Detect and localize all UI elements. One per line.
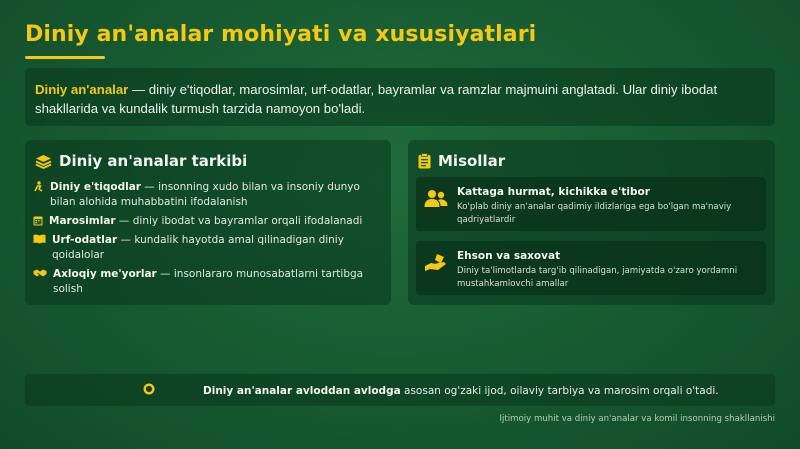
layers-icon [35, 154, 52, 169]
users-icon [424, 189, 448, 209]
intro-text: — diniy e'tiqodlar, marosimlar, urf-odatlar, bayramlar va ramzlar majmuini anglatadi. Ular diniy ibodat shakllarida va kundalik turmush tarzida namoyon bo'ladi. [35, 82, 718, 116]
examples-card [408, 140, 775, 305]
example-description: Diniy ta'limotlarda targ'ib qilinadigan, jamiyatda o'zaro yordamni mustahkamlovchi amallar [457, 266, 738, 289]
item-text: — kundalik hayotda amal qilinadigan diniy qoidalolar [52, 234, 344, 261]
example-title: Ehson va saxovat [457, 250, 561, 262]
list-item [33, 267, 378, 297]
list-item [33, 214, 378, 229]
item-text: — diniy ibodat va bayramlar orqali ifodalanadi [115, 215, 363, 227]
praying-person-icon [33, 181, 44, 192]
clipboard-icon [418, 153, 431, 169]
giving-hand-icon [424, 253, 448, 273]
intro-panel [25, 68, 775, 126]
components-heading [35, 152, 247, 170]
ring-icon [143, 383, 155, 395]
footer-bar [25, 374, 775, 406]
calendar-icon [33, 215, 43, 226]
item-text: — insonlararo munosabatlarni tartibga solish [53, 268, 364, 295]
examples-heading [418, 152, 505, 170]
page-title: Diniy an'analar mohiyati va xususiyatlari [25, 22, 537, 47]
footer-term: Diniy an'analar avloddan avlodga [203, 385, 401, 397]
components-heading-label: Diniy an'analar tarkibi [59, 152, 248, 170]
item-text: — insonning xudo bilan va insoniy dunyo bilan alohida muhabbatini ifodalanish [50, 181, 360, 208]
examples-heading-label: Misollar [438, 152, 506, 170]
example-item [416, 241, 766, 295]
open-book-icon [33, 234, 46, 244]
handshake-icon [33, 268, 47, 278]
item-term: Diniy e'tiqodlar [50, 181, 141, 193]
list-item [33, 233, 378, 263]
intro-term: Diniy an'analar [35, 82, 129, 97]
item-term: Axloqiy me'yorlar [53, 268, 157, 280]
title-underline [25, 56, 105, 59]
example-item [416, 177, 766, 231]
components-card [25, 140, 391, 305]
footer-text [203, 385, 719, 397]
example-title: Kattaga hurmat, kichikka e'tibor [457, 186, 650, 198]
item-term: Marosimlar [49, 215, 116, 227]
item-term: Urf-odatlar [52, 234, 118, 246]
caption: Ijtimoiy muhit va diniy an'analar va komil insonning shakllanishi [499, 414, 775, 424]
example-description: Ko'plab diniy an'analar qadimiy ildizlariga ega bo'lgan ma'naviy qadriyatlardir [457, 202, 732, 225]
list-item [33, 180, 378, 210]
footer-rest: asosan og'zaki ijod, oilaviy tarbiya va marosim orqali o'tadi. [400, 385, 719, 397]
